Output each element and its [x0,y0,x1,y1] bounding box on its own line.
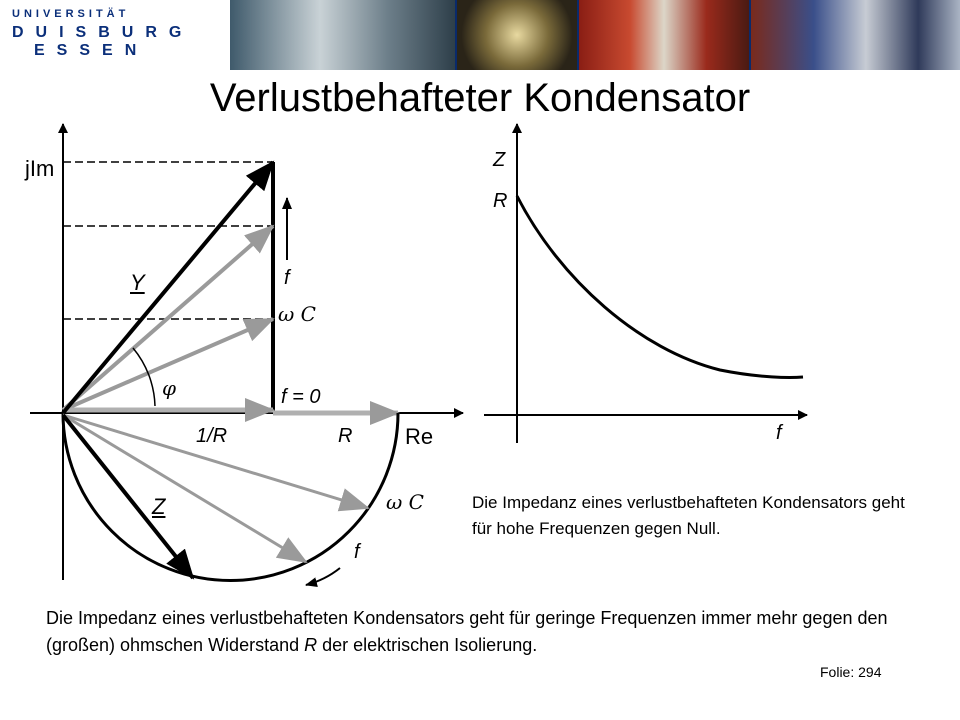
impedance-arrow-2 [63,415,306,562]
page-title: Verlustbehafteter Kondensator [209,76,751,120]
header-photo-4 [751,0,960,70]
slide-number: Folie: 294 [820,664,882,680]
logo-line1: UNIVERSITÄT [12,8,130,20]
label-f-zero: f = 0 [281,386,321,408]
label-re: Re [405,424,434,449]
label-omega-c-top: ω C [278,302,316,326]
header-photo-3 [579,0,749,70]
logo-line3: ESSEN [34,42,149,59]
bottom-caption-r: R [304,635,318,655]
impedance-decay-curve [517,196,803,377]
label-phi: φ [162,376,177,400]
label-omega-c-bottom: ω C [386,490,424,514]
logo-line2: DUISBURG [12,24,194,41]
label-jim: jIm [25,156,55,181]
bottom-caption-part2: der elektrischen Isolierung. [317,635,538,655]
header-photo-2 [457,0,577,70]
frequency-curved-arrow [306,568,340,585]
label-right-z: Z [493,149,506,171]
university-logo [0,0,230,70]
label-right-f: f [776,422,782,444]
label-impedance-z: Z [152,494,166,519]
impedance-z-arrow [63,415,193,578]
bottom-caption [46,605,926,659]
label-one-over-r: 1/R [196,425,228,447]
bottom-caption-part1: Die Impedanz eines verlustbehafteten Kondensators geht für geringe Frequenzen immer mehr gegen den (großen) ohmschen Widerstand [46,608,888,655]
label-admittance-y: Y [130,270,145,295]
label-right-r: R [493,190,508,212]
label-f-up: f [284,267,290,289]
right-caption: Die Impedanz eines verlustbehafteten Kondensators geht für hohe Frequenzen gegen Null. [472,493,905,538]
header-photo-1 [230,0,455,70]
label-r-left: R [338,425,353,447]
label-f-bottom: f [354,541,360,563]
header-banner [0,0,960,70]
